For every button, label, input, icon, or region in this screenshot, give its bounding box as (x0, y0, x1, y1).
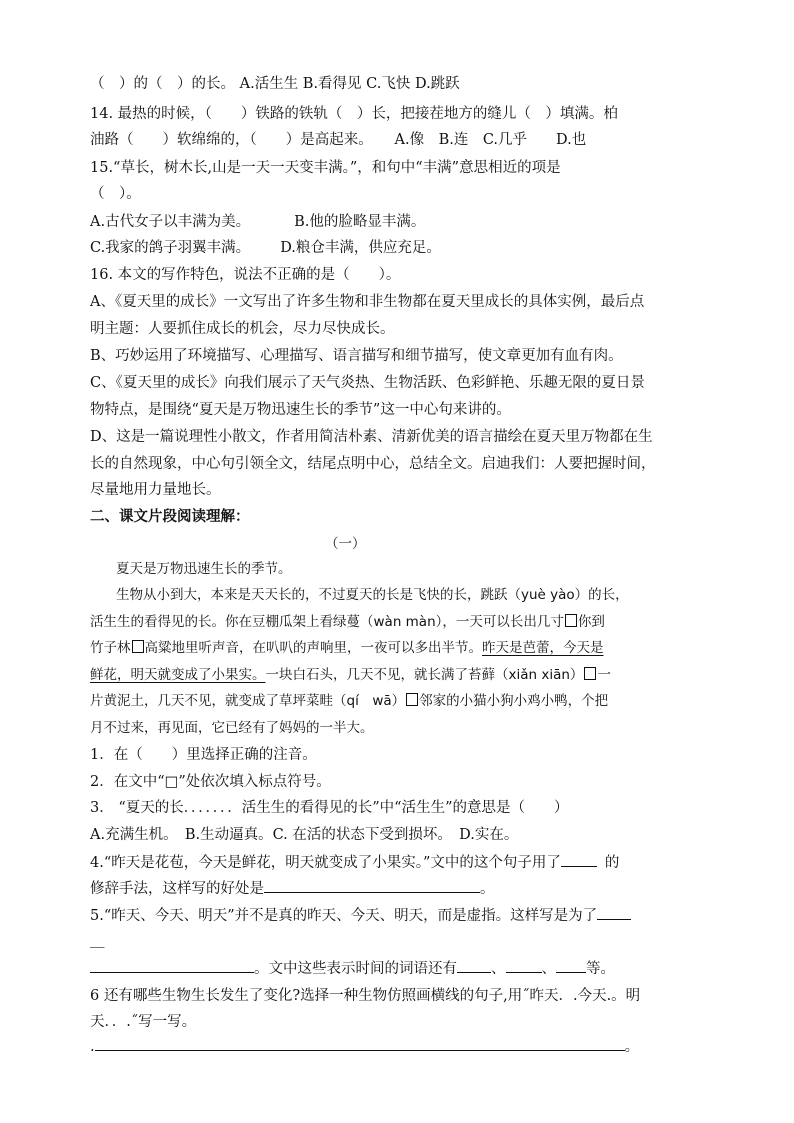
question-16-d-line2: 长的自然现象，中心句引领全文，结尾点明中心，总结全文。启迪我们：人要把握时间， (90, 456, 656, 472)
answer-blank[interactable] (597, 905, 631, 920)
passage-line-5: 片黄泥土，几天不见，就变成了草坪菜畦（qí wā） 邻家的小猫小狗小鸡小鸭，个把 (90, 693, 609, 709)
reading-question-5-line1: 5.“昨天、今天、明天”并不是真的昨天、今天、明天，而是虚指。这样写是为了 (90, 905, 631, 926)
question-13-tail: （ ）的（ ）的长。 A.活生生 B.看得见 C.飞快 D.跳跃 (90, 76, 460, 92)
question-16-c-line1: C、《夏天里的成长》向我们展示了天气炎热、生物活跃、色彩鲜艳、乐趣无限的夏日景 (90, 375, 645, 391)
reading-question-6-line1: 6 还有哪些生物生长发生了变化?选择一种生物仿照画横线的句子,用˝昨天．.今天.。明 (90, 988, 641, 1004)
underlined-sentence: 昨天是芭蕾，今天是 (482, 640, 604, 656)
question-15-options-ab (90, 212, 425, 232)
punctuation-box[interactable] (132, 640, 144, 653)
option-c: C.我家的鸽子羽翼丰满。 (90, 240, 251, 256)
reading-question-6-line3: . 。 (90, 1036, 639, 1057)
question-16-a-line1: A、《夏天里的成长》一文写出了许多生物和非生物都在夏天里成长的具体实例，最后点 (90, 294, 645, 310)
question-16-a-line2: 明主题：人要抓住成长的机会，尽力尽快成长。 (90, 321, 395, 337)
question-15-line2: （ ）。 (90, 186, 141, 202)
reading-question-3: 3． “夏天的长．．．．．．．活生生的看得见的长”中“活生生”的意思是（ ） (90, 800, 569, 816)
reading-question-6-line2: 天．．.˝写一写。 (90, 1014, 197, 1030)
question-14-line1: 14. 最热的时候，（ ）铁路的铁轨（ ）长，把接茬地方的缝儿（ ）填满。柏 (90, 106, 618, 122)
passage-paragraph-1: 夏天是万物迅速生长的季节。 (116, 561, 292, 577)
passage-line-1: 生物从小到大，本来是天天长的，不过夏天的长是飞快的长，跳跃（yuè yào）的长， (116, 587, 629, 603)
reading-question-5-line3: 。文中这些表示时间的词语还有 、 、 等。 (90, 958, 615, 979)
question-16-d-line3: 尽量地用力量地长。 (90, 482, 221, 498)
reading-question-2: 2．在文中“□”处依次填入标点符号。 (90, 774, 331, 790)
reading-question-1: 1．在（ ）里选择正确的注音。 (90, 747, 317, 763)
option-b: B.他的脸略显丰满。 (294, 214, 426, 230)
answer-blank[interactable] (506, 958, 542, 973)
answer-blank[interactable] (264, 878, 480, 893)
reading-question-4-line2: 修辞手法，这样写的好处是 。 (90, 878, 495, 899)
reading-question-3-options: A.充满生机。 B.生动逼真。C. 在活的状态下受到损坏。 D.实在。 (90, 827, 519, 843)
question-16-stem: 16. 本文的写作特色，说法不正确的是（ ）。 (90, 267, 401, 283)
option-a: A.古代女子以丰满为美。 (90, 214, 251, 230)
punctuation-box[interactable] (406, 693, 418, 706)
punctuation-box[interactable] (584, 667, 596, 680)
answer-blank[interactable] (90, 958, 254, 973)
question-16-b: B、巧妙运用了环境描写、心理描写、语言描写和细节描写，使文章更加有血有肉。 (90, 348, 623, 364)
reading-question-4-line1: 4.“昨天是花苞，今天是鲜花，明天就变成了小果实。”文中的这个句子用了 的 (90, 852, 619, 873)
underlined-sentence: 鲜花，明天就变成了小果实。 (90, 667, 266, 683)
option-d: D.粮仓丰满，供应充足。 (280, 240, 441, 256)
passage-line-2: 活生生的看得见的长。你在豆棚瓜架上看绿蔓（wàn màn），一天可以长出几寸 你到 (90, 614, 605, 630)
punctuation-box[interactable] (565, 614, 577, 627)
passage-line-6: 月不过来，再见面，它已经有了妈妈的一半大。 (90, 720, 374, 736)
question-15-options-cd (90, 238, 441, 258)
answer-blank[interactable] (561, 852, 597, 867)
question-16-d-line1: D、这是一篇说理性小散文，作者用简洁朴素、清新优美的语言描绘在夏天里万物都在生 (90, 429, 653, 445)
passage-line-3: 竹子林 高粱地里听声音，在叭叭的声响里，一夜可以多出半节。昨天是芭蕾，今天是 (90, 640, 604, 656)
passage-number: （一） (325, 536, 366, 552)
question-14-line2: 油路（ ）软绵绵的，（ ）是高起来。 A.像 B.连 C.几乎 D.也 (90, 132, 587, 148)
answer-blank[interactable] (95, 1036, 625, 1051)
answer-blank[interactable] (457, 958, 491, 973)
answer-blank[interactable] (556, 958, 586, 973)
section-heading: 二、课文片段阅读理解： (90, 508, 250, 525)
question-15-line1: 15.“草长，树木长,山是一天一天变丰满。”，和句中“丰满”意思相近的项是 (90, 160, 561, 176)
reading-question-5-line2: __ (90, 932, 105, 948)
passage-line-4: 鲜花，明天就变成了小果实。一块白石头，几天不见，就长满了苔藓（xiǎn xiān） 一 (90, 667, 611, 683)
question-16-c-line2: 物特点，是围绕“夏天是万物迅速生长的季节”这一中心句来讲的。 (90, 402, 511, 418)
